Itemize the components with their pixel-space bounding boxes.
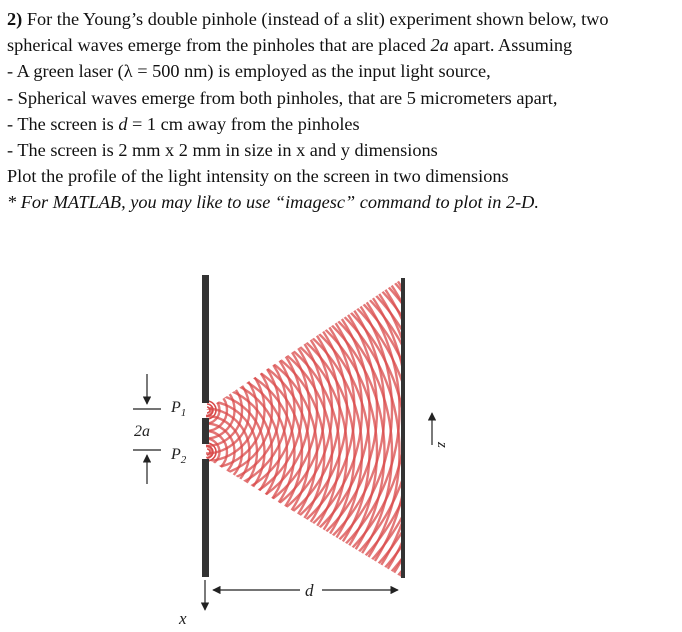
problem-line-3-text-b: = 500 nm) is employed as the input light source, (132, 61, 491, 82)
problem-line-3-text-a: - A green laser ( (7, 61, 124, 82)
label-p1: $P_1$ (171, 399, 187, 419)
problem-line-8: * For MATLAB, you may like to use “imagesc” command to plot in 2-D. (7, 192, 539, 213)
problem-line-2-text-b: apart. Assuming (448, 35, 573, 56)
problem-number: 2) (7, 9, 23, 29)
aperture-wall-top (202, 275, 209, 403)
label-d: d (305, 581, 314, 600)
label-2a: 2a (134, 423, 150, 440)
problem-line-7: Plot the profile of the light intensity on the screen in two dimensions (7, 166, 509, 187)
problem-line-6: - The screen is 2 mm x 2 mm in size in x and y dimensions (7, 140, 438, 161)
observation-screen (401, 278, 405, 578)
lambda-symbol: λ (123, 61, 133, 82)
problem-line-4: - Spherical waves emerge from both pinholes, that are 5 micrometers apart, (7, 87, 558, 108)
variable-2a: 2a (430, 35, 449, 56)
label-z: z (434, 442, 450, 448)
wavelet-arc (207, 407, 210, 413)
problem-line-5-text-b: = 1 cm away from the pinholes (127, 113, 360, 134)
problem-line-5-text-a: - The screen is (7, 113, 119, 134)
spherical-waves (0, 157, 460, 632)
problem-line-2-text-a: spherical waves emerge from the pinholes that are placed (7, 35, 431, 56)
label-x: x (179, 609, 187, 628)
problem-line-1-text: For the Young’s double pinhole (instead of a slit) experiment shown below, two (26, 9, 609, 29)
aperture-wall-middle (202, 418, 209, 444)
wavefront-arc (0, 236, 422, 632)
variable-d: d (118, 113, 128, 134)
label-p2: $P_2$ (171, 446, 187, 466)
aperture-wall-bottom (202, 459, 209, 577)
